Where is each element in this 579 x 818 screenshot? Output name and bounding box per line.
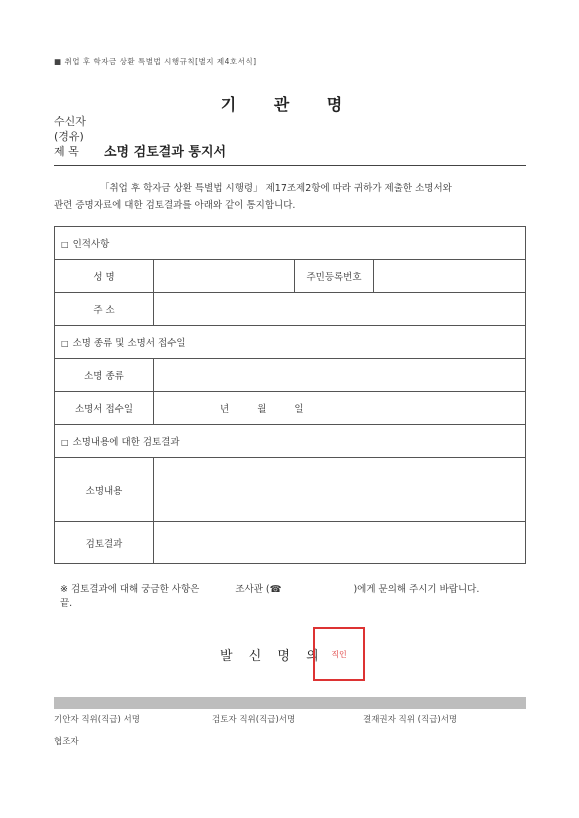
inquiry-note-c: )에게 문의해 주시기 바랍니다. [353, 584, 480, 595]
body-paragraph [54, 180, 526, 214]
receipt-date-label: 소명서 접수일 [55, 392, 154, 425]
square-bullet-icon: □ [61, 240, 69, 249]
signature-bar [54, 697, 526, 709]
cooperator-label: 협조자 [54, 737, 79, 747]
rrn-field[interactable] [374, 260, 526, 293]
year-unit: 년 [220, 404, 230, 415]
section-claim-type-title: 소명 종류 및 소명서 접수일 [72, 338, 186, 349]
institution-title: 기 관 명 [220, 95, 359, 114]
sender-name: 발 신 명 의 [220, 649, 325, 664]
address-field[interactable] [154, 293, 526, 326]
subject-label: 제 목 [54, 145, 79, 158]
section-review-result [55, 425, 526, 458]
body-line-1: 「취업 후 학자금 상환 특별법 시행령」 제17조제2항에 따라 귀하가 제출한 소명서와 [100, 183, 452, 194]
approver-signature: 결재권자 직위 (직급)서명 [363, 715, 458, 725]
subject-text: 소명 검토결과 통지서 [104, 145, 227, 160]
rrn-label: 주민등록번호 [295, 260, 374, 293]
claim-content-field[interactable] [154, 458, 526, 522]
review-result-field[interactable] [154, 522, 526, 564]
name-label: 성 명 [55, 260, 154, 293]
recipient-label: 수신자 [54, 115, 86, 128]
day-unit: 일 [294, 404, 304, 415]
drafter-signature: 기안자 직위(직급) 서명 [54, 715, 140, 725]
receipt-date-field[interactable] [154, 392, 526, 425]
square-bullet-icon: □ [61, 339, 69, 348]
claim-type-label: 소명 종류 [55, 359, 154, 392]
square-bullet-icon: □ [61, 438, 69, 447]
review-result-label: 검토결과 [55, 522, 154, 564]
section-claim-type [55, 326, 526, 359]
review-result-table [54, 226, 526, 564]
header-divider [54, 165, 526, 166]
address-label: 주 소 [55, 293, 154, 326]
form-reference: ■ 취업 후 학자금 상환 특별법 시행규칙[별지 제4호서식] [54, 57, 257, 66]
end-mark: 끝. [60, 598, 73, 609]
claim-type-field[interactable] [154, 359, 526, 392]
month-unit: 월 [257, 404, 267, 415]
section-personal-info-title: 인적사항 [72, 239, 110, 250]
section-personal-info [55, 227, 526, 260]
inquiry-note [60, 583, 526, 611]
inquiry-note-a: ※ 검토결과에 대해 궁금한 사항은 [60, 584, 200, 595]
claim-content-label: 소명내용 [55, 458, 154, 522]
seal-text: 직인 [331, 649, 347, 659]
reviewer-signature: 검토자 직위(직급)서명 [212, 715, 296, 725]
official-seal-box [313, 627, 365, 681]
inquiry-note-b: 조사관 (☎ [235, 584, 282, 595]
body-line-2: 관련 증명자료에 대한 검토결과를 아래와 같이 통지합니다. [54, 200, 296, 211]
section-review-result-title: 소명내용에 대한 검토결과 [72, 437, 180, 448]
via-label: (경유) [54, 130, 84, 143]
name-field[interactable] [154, 260, 295, 293]
